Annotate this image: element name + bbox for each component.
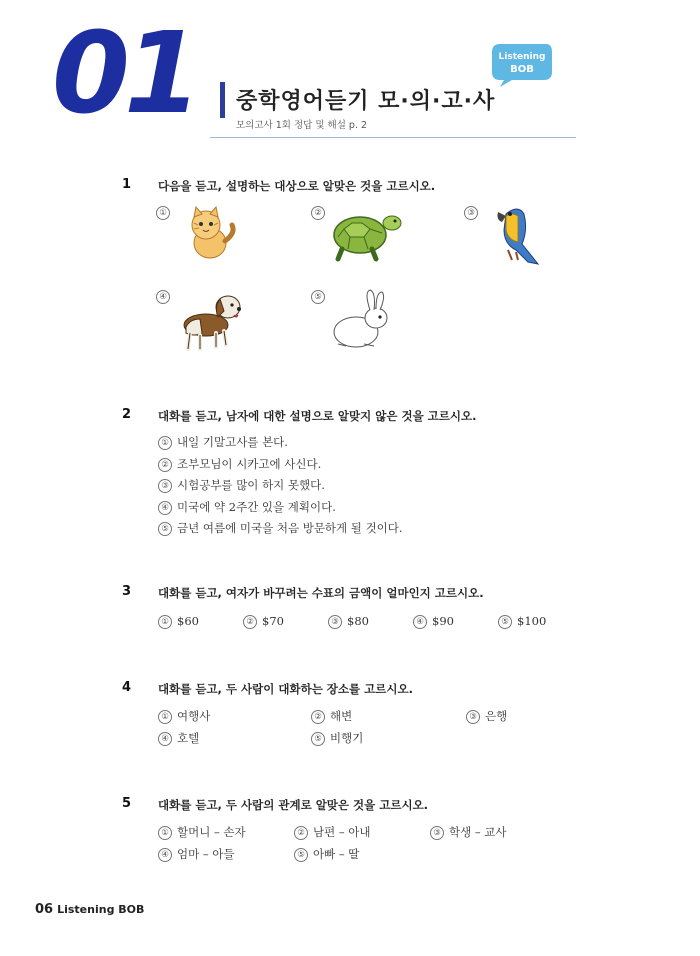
option-mark: ⑤ [158,522,172,536]
title-accent-bar [220,82,225,118]
question-2-number: 2 [122,407,132,422]
q5-option-4 [158,846,235,862]
option-text: $100 [517,614,547,628]
q2-option-4 [158,499,336,515]
q3-option-2 [243,614,284,629]
dog-icon [176,287,246,353]
page-footer [35,902,144,917]
q3-option-3 [328,614,369,629]
option-text: 여행사 [177,709,211,723]
q1-option-1-mark: ① [156,206,170,220]
option-mark: ③ [466,710,480,724]
option-mark: ③ [328,615,342,629]
question-1-number: 1 [122,177,132,192]
question-3-text: 대화를 듣고, 여자가 바꾸려는 수표의 금액이 얼마인지 고르시오. [158,586,484,600]
option-mark: ① [158,710,172,724]
q5-option-3 [430,824,507,840]
option-text: 미국에 약 2주간 있을 계획이다. [177,500,336,514]
question-5-text: 대화를 듣고, 두 사람의 관계로 알맞은 것을 고르시오. [158,798,429,812]
q4-option-1 [158,708,210,724]
option-text: 아빠 – 딸 [313,847,360,861]
option-mark: ① [158,436,172,450]
q1-option-2-mark: ② [311,206,325,220]
answer-reference: 모의고사 1회 정답 및 해설 p. 2 [236,120,368,131]
q5-option-5 [294,846,359,862]
option-mark: ⑤ [294,848,308,862]
book-name: Listening BOB [57,903,145,916]
option-text: 은행 [485,709,508,723]
unit-number: 01 [52,9,196,139]
option-text: $60 [177,614,199,628]
parrot-icon [488,200,544,268]
option-text: 해변 [330,709,353,723]
question-1-text: 다음을 듣고, 설명하는 대상으로 알맞은 것을 고르시오. [158,179,436,193]
option-mark: ② [158,458,172,472]
option-text: 엄마 – 아들 [177,847,235,861]
q3-option-1 [158,614,199,629]
option-mark: ③ [158,479,172,493]
option-text: $90 [432,614,454,628]
q2-option-1 [158,434,288,450]
question-3-number: 3 [122,584,132,599]
option-text: 남편 – 아내 [313,825,371,839]
option-mark: ③ [430,826,444,840]
option-mark: ⑤ [311,732,325,746]
option-text: $70 [262,614,284,628]
q3-option-5 [498,614,546,629]
option-mark: ① [158,615,172,629]
q4-option-5 [311,730,363,746]
option-text: 비행기 [330,731,364,745]
option-mark: ② [311,710,325,724]
q2-option-3 [158,477,325,493]
header-divider [210,137,576,138]
option-mark: ② [294,826,308,840]
question-5-number: 5 [122,796,132,811]
q4-option-2 [311,708,352,724]
page-number: 06 [35,902,54,917]
question-2-text: 대화를 듣고, 남자에 대한 설명으로 알맞지 않은 것을 고르시오. [158,409,477,423]
option-text: $80 [347,614,369,628]
q4-option-4 [158,730,199,746]
badge-line1: Listening [498,52,546,62]
question-4-text: 대화를 듣고, 두 사람이 대화하는 장소를 고르시오. [158,682,413,696]
q1-option-4-mark: ④ [156,290,170,304]
rabbit-icon [328,288,394,352]
page-title: 중학영어듣기 모·의·고·사 [236,89,496,114]
option-text: 학생 – 교사 [449,825,507,839]
option-mark: ④ [158,501,172,515]
cat-icon [180,203,240,261]
listening-bob-badge [490,42,554,88]
q2-option-2 [158,456,321,472]
q1-option-3-mark: ③ [464,206,478,220]
option-text: 호텔 [177,731,200,745]
option-mark: ② [243,615,257,629]
option-text: 조부모님이 시카고에 사신다. [177,457,322,471]
option-mark: ④ [158,732,172,746]
turtle-icon [328,203,404,263]
option-text: 시험공부를 많이 하지 못했다. [177,478,325,492]
option-mark: ④ [413,615,427,629]
option-text: 내일 기말고사를 본다. [177,435,288,449]
badge-line2: BOB [510,64,534,75]
q4-option-3 [466,708,507,724]
q3-option-4 [413,614,454,629]
q2-option-5 [158,520,403,536]
question-4-number: 4 [122,680,132,695]
option-text: 할머니 – 손자 [177,825,246,839]
option-mark: ① [158,826,172,840]
option-text: 금년 여름에 미국을 처음 방문하게 될 것이다. [177,521,403,535]
q5-option-2 [294,824,371,840]
q1-option-5-mark: ⑤ [311,290,325,304]
option-mark: ⑤ [498,615,512,629]
q5-option-1 [158,824,246,840]
option-mark: ④ [158,848,172,862]
